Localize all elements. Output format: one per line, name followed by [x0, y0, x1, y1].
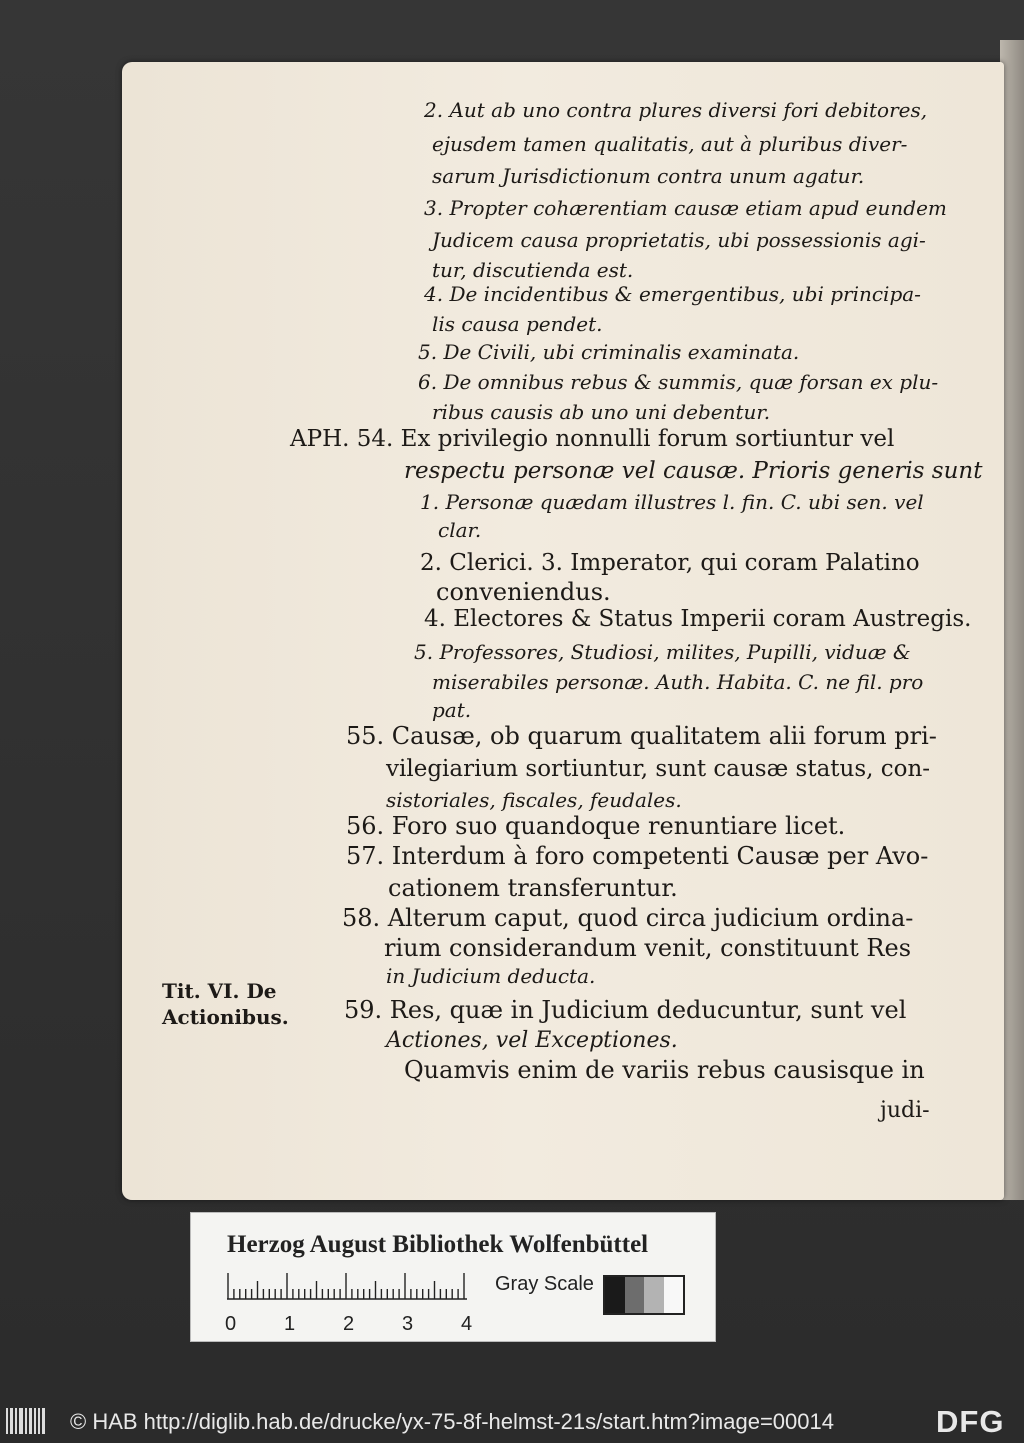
- gray-swatch: [605, 1277, 625, 1313]
- text-line: 2. Aut ab uno contra plures diversi fori debitores,: [424, 98, 928, 122]
- ruler-number: 2: [343, 1313, 355, 1335]
- footer-bar: [0, 1400, 1024, 1443]
- text-line: ribus causis ab uno uni debentur.: [432, 400, 771, 424]
- text-line: 5. De Civili, ubi criminalis examinata.: [418, 340, 800, 364]
- catchword: judi-: [880, 1098, 930, 1123]
- text-line: 4. De incidentibus & emergentibus, ubi principa-: [424, 282, 921, 306]
- gray-swatch: [625, 1277, 645, 1313]
- text-line: 4. Electores & Status Imperii coram Austregis.: [424, 606, 972, 632]
- gray-scale-swatches: [603, 1275, 685, 1315]
- text-line: 58. Alterum caput, quod circa judicium ordina-: [342, 904, 914, 932]
- ruler: [227, 1273, 477, 1313]
- text-line: 59. Res, quæ in Judicium deducuntur, sunt vel: [344, 996, 907, 1024]
- dfg-logo: DFG: [936, 1404, 1005, 1439]
- text-line: APH. 54. Ex privilegio nonnulli forum sortiuntur vel: [290, 426, 895, 452]
- text-line: Actiones, vel Exceptiones.: [386, 1028, 678, 1053]
- ruler-number: 1: [284, 1313, 296, 1335]
- margin-note-line: Tit. VI. De: [162, 979, 277, 1003]
- text-line: 5. Professores, Studiosi, milites, Pupilli, viduæ &: [414, 640, 911, 664]
- ruler-number: 0: [225, 1313, 237, 1335]
- text-line: cationem transferuntur.: [388, 874, 678, 902]
- ruler-number: 3: [402, 1313, 414, 1335]
- barcode-icon: [6, 1408, 46, 1434]
- text-line: 6. De omnibus rebus & summis, quæ forsan ex plu-: [418, 370, 939, 394]
- copyright-link[interactable]: © HAB http://diglib.hab.de/drucke/yx-75-8f-helmst-21s/start.htm?image=00014: [70, 1409, 834, 1434]
- gray-scale-label: Gray Scale: [495, 1273, 594, 1295]
- margin-note-line: Actionibus.: [162, 1005, 289, 1029]
- text-line: lis causa pendet.: [432, 312, 603, 336]
- ruler-number: 4: [461, 1313, 473, 1335]
- text-line: tur, discutienda est.: [432, 258, 634, 282]
- text-line: ejusdem tamen qualitatis, aut à pluribus diver-: [432, 132, 908, 156]
- gray-swatch: [664, 1277, 684, 1313]
- library-name: Herzog August Bibliothek Wolfenbüttel: [227, 1231, 649, 1258]
- ruler-numbers: [221, 1313, 491, 1337]
- text-line: pat.: [432, 698, 472, 722]
- text-line: in Judicium deducta.: [386, 964, 596, 988]
- text-line: rium considerandum venit, constituunt Res: [384, 934, 912, 962]
- text-line: clar.: [438, 518, 482, 542]
- text-line: Judicem causa proprietatis, ubi possessionis agi-: [432, 228, 926, 252]
- text-line: Quamvis enim de variis rebus causisque in: [404, 1056, 925, 1084]
- text-line: 57. Interdum à foro competenti Causæ per Avo-: [346, 842, 929, 870]
- text-line: 2. Clerici. 3. Imperator, qui coram Palatino: [420, 550, 920, 576]
- gray-swatch: [644, 1277, 664, 1313]
- text-line: miserabiles personæ. Auth. Habita. C. ne fil. pro: [432, 670, 924, 694]
- text-line: 55. Causæ, ob quarum qualitatem alii forum pri-: [346, 722, 937, 750]
- text-line: 3. Propter cohærentiam causæ etiam apud eundem: [424, 196, 947, 220]
- margin-note: [162, 978, 289, 1030]
- text-line: sarum Jurisdictionum contra unum agatur.: [432, 164, 865, 188]
- text-line: vilegiarium sortiuntur, sunt causæ status, con-: [386, 756, 931, 782]
- text-line: 1. Personæ quædam illustres l. fin. C. ubi sen. vel: [420, 490, 924, 514]
- text-line: 56. Foro suo quandoque renuntiare licet.: [346, 812, 846, 840]
- text-line: respectu personæ vel causæ. Prioris generis sunt: [404, 458, 983, 484]
- text-line: conveniendus.: [436, 578, 611, 606]
- library-label-card: [190, 1212, 716, 1342]
- text-line: sistoriales, fiscales, feudales.: [386, 788, 682, 812]
